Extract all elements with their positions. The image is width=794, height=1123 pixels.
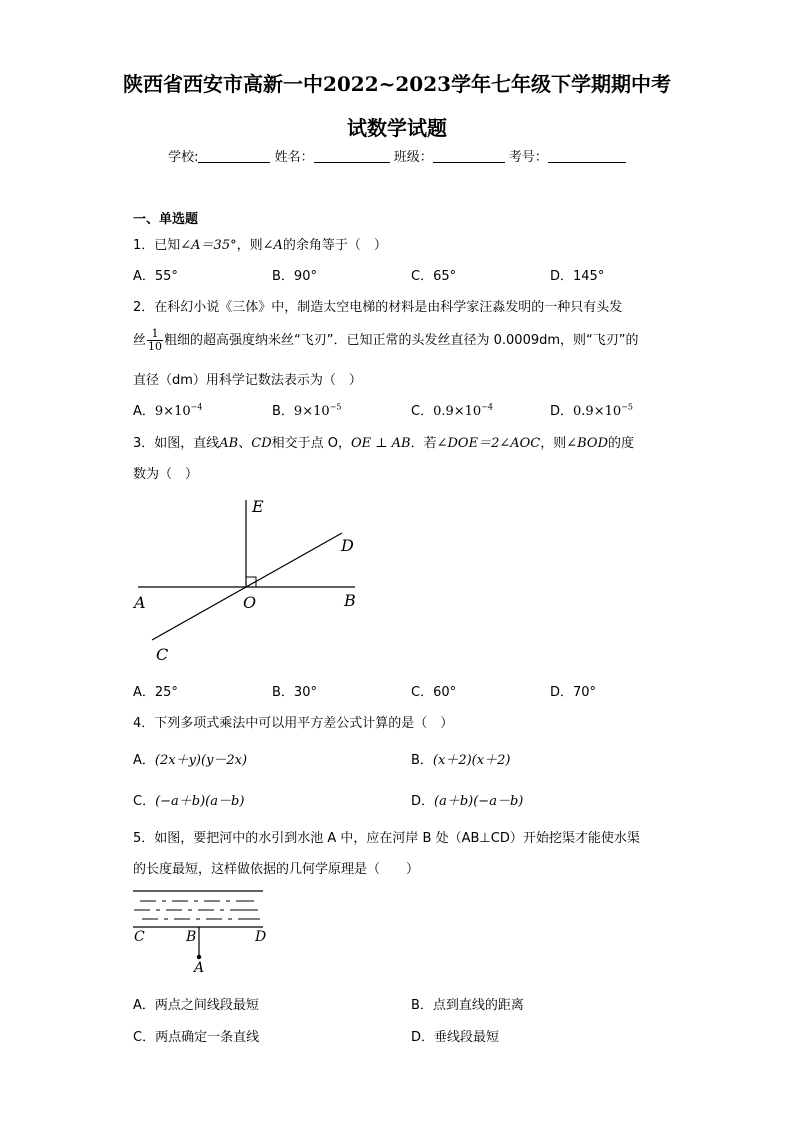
question-5-figure: [130, 884, 275, 978]
number-label: 考号：: [508, 150, 548, 165]
question-4-option-b[interactable]: B．(x＋2)(x＋2): [411, 753, 511, 768]
class-blank[interactable]: [433, 148, 505, 163]
label-c: C: [134, 929, 145, 945]
question-3-figure: [130, 492, 370, 668]
label-e: E: [252, 497, 264, 516]
school-label: 学校:: [168, 150, 199, 165]
question-4-option-a[interactable]: A．(2x＋y)(y－2x): [133, 753, 248, 768]
question-4-option-d[interactable]: D．(a＋b)(−a－b): [411, 794, 524, 809]
question-2-line1: 2．在科幻小说《三体》中，制造太空电梯的材料是由科学家汪淼发明的一种只有头发: [133, 300, 623, 315]
question-2-option-d[interactable]: D．$0.9\times 10^{-5}$: [550, 402, 633, 419]
exam-title-line1: 陕西省西安市高新一中2022~2023学年七年级下学期期中考: [122, 72, 672, 96]
question-2-option-a[interactable]: A．$9\times 10^{-4}$: [133, 402, 203, 419]
question-3-option-a[interactable]: A．25°: [133, 685, 178, 700]
water-dashes: [134, 901, 260, 919]
number-blank[interactable]: [548, 148, 626, 163]
label-a: A: [134, 593, 146, 612]
question-1-stem: 1．已知∠A＝35°，则∠A的余角等于（ ）: [133, 238, 387, 253]
pond-point-a: [197, 955, 201, 959]
question-3-option-b[interactable]: B．30°: [272, 685, 317, 700]
question-2-option-c[interactable]: C．$0.9\times 10^{-4}$: [411, 402, 493, 419]
question-1-option-b[interactable]: B．90°: [272, 269, 317, 284]
question-1-option-d[interactable]: D．145°: [550, 269, 605, 284]
question-4-stem: 4．下列多项式乘法中可以用平方差公式计算的是（ ）: [133, 716, 454, 731]
label-o: O: [243, 593, 257, 612]
label-d: D: [341, 536, 354, 555]
name-label: 姓名：: [274, 150, 314, 165]
question-5-line1: 5．如图，要把河中的水引到水池 A 中，应在河岸 B 处（AB⊥CD）开始挖渠才能使水渠: [133, 831, 640, 846]
question-2-line3: 直径（dm）用科学记数法表示为（ ）: [133, 373, 362, 388]
question-4-option-c[interactable]: C．(−a＋b)(a－b): [133, 794, 245, 809]
question-3-option-c[interactable]: C．60°: [411, 685, 457, 700]
question-5-option-d[interactable]: D．垂线段最短: [411, 1030, 500, 1045]
label-c: C: [156, 645, 169, 664]
question-1-option-a[interactable]: A．55°: [133, 269, 178, 284]
question-5-option-b[interactable]: B．点到直线的距离: [411, 998, 524, 1013]
student-info-row: [0, 146, 794, 165]
fraction-one-tenth: $\frac{1}{10}$: [148, 327, 163, 353]
label-a: A: [194, 960, 205, 976]
exam-title-line2: 试数学试题: [347, 116, 447, 140]
question-5-option-c[interactable]: C．两点确定一条直线: [133, 1030, 260, 1045]
question-5-option-a[interactable]: A．两点之间线段最短: [133, 998, 259, 1013]
question-5-line2: 的长度最短，这样做依据的几何学原理是（ ）: [133, 862, 420, 877]
class-label: 班级：: [393, 150, 433, 165]
question-1-option-c[interactable]: C．65°: [411, 269, 457, 284]
label-d: D: [255, 929, 267, 945]
question-3-line2: 数为（ ）: [133, 467, 199, 482]
question-3-line1: 3．如图，直线AB、CD相交于点 O，OE ⊥ AB．若∠DOE＝2∠AOC，则∠BOD的度: [133, 436, 635, 451]
question-2-line2: 丝 $\frac{1}{10}$ 粗细的超高强度纳米丝“飞刃”．已知正常的头发丝直径为 0.0009dm，则“飞刃”的: [133, 327, 639, 353]
label-b: B: [344, 591, 356, 610]
label-b: B: [186, 929, 197, 945]
section-heading: 一、单选题: [133, 212, 199, 227]
name-blank[interactable]: [314, 148, 390, 163]
question-3-option-d[interactable]: D．70°: [550, 685, 597, 700]
school-blank[interactable]: [198, 148, 270, 163]
question-2-option-b[interactable]: B．$9\times 10^{-5}$: [272, 402, 342, 419]
